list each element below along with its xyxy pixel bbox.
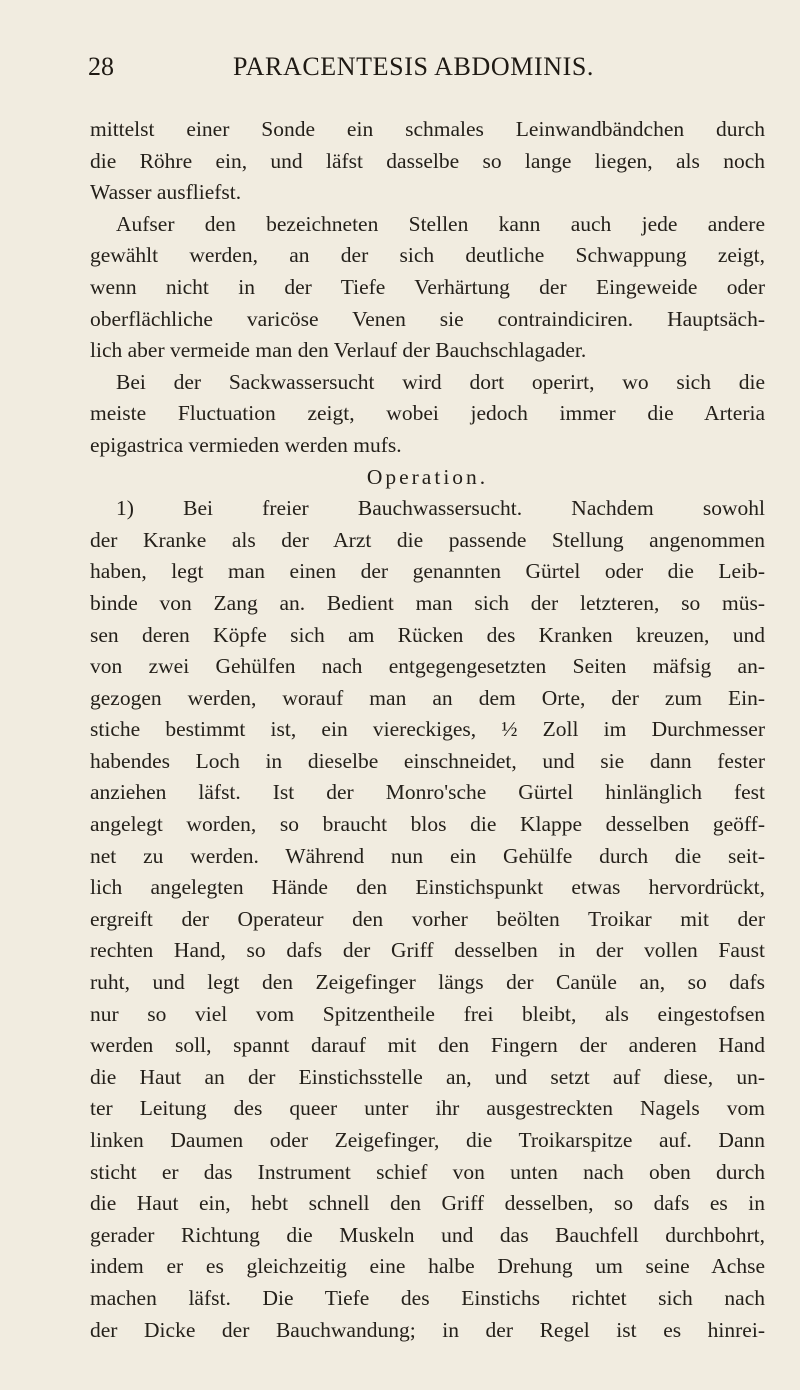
text-line: ter Leitung des queer unter ihr ausgestreckten Nagels vom	[90, 1096, 765, 1121]
text-line: epigastrica vermieden werden mufs.	[90, 432, 402, 457]
body-text	[90, 114, 765, 1346]
page-header	[88, 52, 752, 92]
text-line: Bei der Sackwassersucht wird dort operirt, wo sich die	[116, 369, 765, 394]
text-line: gewählt werden, an der sich deutliche Schwappung zeigt,	[90, 243, 765, 268]
text-line: net zu werden. Während nun ein Gehülfe durch die seit-	[90, 843, 765, 868]
text-line: indem er es gleichzeitig eine halbe Drehung um seine Achse	[90, 1254, 765, 1279]
text-line: oberflächliche varicöse Venen sie contraindiciren. Hauptsäch-	[90, 306, 765, 331]
text-line: die Haut an der Einstichsstelle an, und setzt auf diese, un-	[90, 1064, 765, 1089]
text-line: von zwei Gehülfen nach entgegengesetzten Seiten mäfsig an-	[90, 654, 765, 679]
text-line: lich angelegten Hände den Einstichspunkt etwas hervordrückt,	[90, 875, 765, 900]
text-line: gerader Richtung die Muskeln und das Bauchfell durchbohrt,	[90, 1222, 765, 1247]
text-line: die Röhre ein, und läfst dasselbe so lange liegen, als noch	[90, 148, 765, 173]
text-line: meiste Fluctuation zeigt, wobei jedoch immer die Arteria	[90, 401, 765, 426]
text-line: 1) Bei freier Bauchwassersucht. Nachdem sowohl	[116, 496, 765, 521]
page-number: 28	[88, 52, 114, 81]
text-line: habendes Loch in dieselbe einschneidet, und sie dann fester	[90, 748, 765, 773]
text-line: werden soll, spannt darauf mit den Fingern der anderen Hand	[90, 1033, 765, 1058]
running-title: PARACENTESIS ABDOMINIS.	[233, 52, 595, 81]
text-line: wenn nicht in der Tiefe Verhärtung der Eingeweide oder	[90, 274, 765, 299]
text-line: Aufser den bezeichneten Stellen kann auch jede andere	[116, 211, 765, 236]
text-line: die Haut ein, hebt schnell den Griff desselben, so dafs es in	[90, 1191, 765, 1216]
text-line: nur so viel vom Spitzentheile frei bleibt, als eingestofsen	[90, 1001, 765, 1026]
text-line: der Kranke als der Arzt die passende Stellung angenommen	[90, 527, 765, 552]
text-line: rechten Hand, so dafs der Griff desselben in der vollen Faust	[90, 938, 765, 963]
text-line: der Dicke der Bauchwandung; in der Regel ist es hinrei-	[90, 1317, 765, 1342]
text-line: ruht, und legt den Zeigefinger längs der Canüle an, so dafs	[90, 970, 765, 995]
text-line: Wasser ausfliefst.	[90, 180, 242, 205]
text-line: haben, legt man einen der genannten Gürtel oder die Leib-	[90, 559, 765, 584]
text-line: gezogen werden, worauf man an dem Orte, der zum Ein-	[90, 685, 765, 710]
text-line: linken Daumen oder Zeigefinger, die Troikarspitze auf. Dann	[90, 1128, 765, 1152]
text-line: ergreift der Operateur den vorher beölten Troikar mit der	[90, 906, 765, 931]
text-line: sticht er das Instrument schief von unten nach oben durch	[90, 1159, 765, 1184]
text-line: machen läfst. Die Tiefe des Einstichs richtet sich nach	[90, 1285, 765, 1310]
text-line: stiche bestimmt ist, ein viereckiges, ½ Zoll im Durchmesser	[90, 717, 765, 742]
text-line: binde von Zang an. Bedient man sich der letzteren, so müs-	[90, 590, 765, 615]
text-line: mittelst einer Sonde ein schmales Leinwandbändchen durch	[90, 117, 765, 141]
text-line: angelegt worden, so braucht blos die Klappe desselben geöff-	[90, 812, 765, 837]
text-line: anziehen läfst. Ist der Monro'sche Gürtel hinlänglich fest	[90, 780, 765, 805]
text-line: sen deren Köpfe sich am Rücken des Kranken kreuzen, und	[90, 622, 765, 647]
section-heading: Operation.	[366, 464, 489, 489]
text-line: lich aber vermeide man den Verlauf der Bauchschlagader.	[90, 338, 587, 363]
